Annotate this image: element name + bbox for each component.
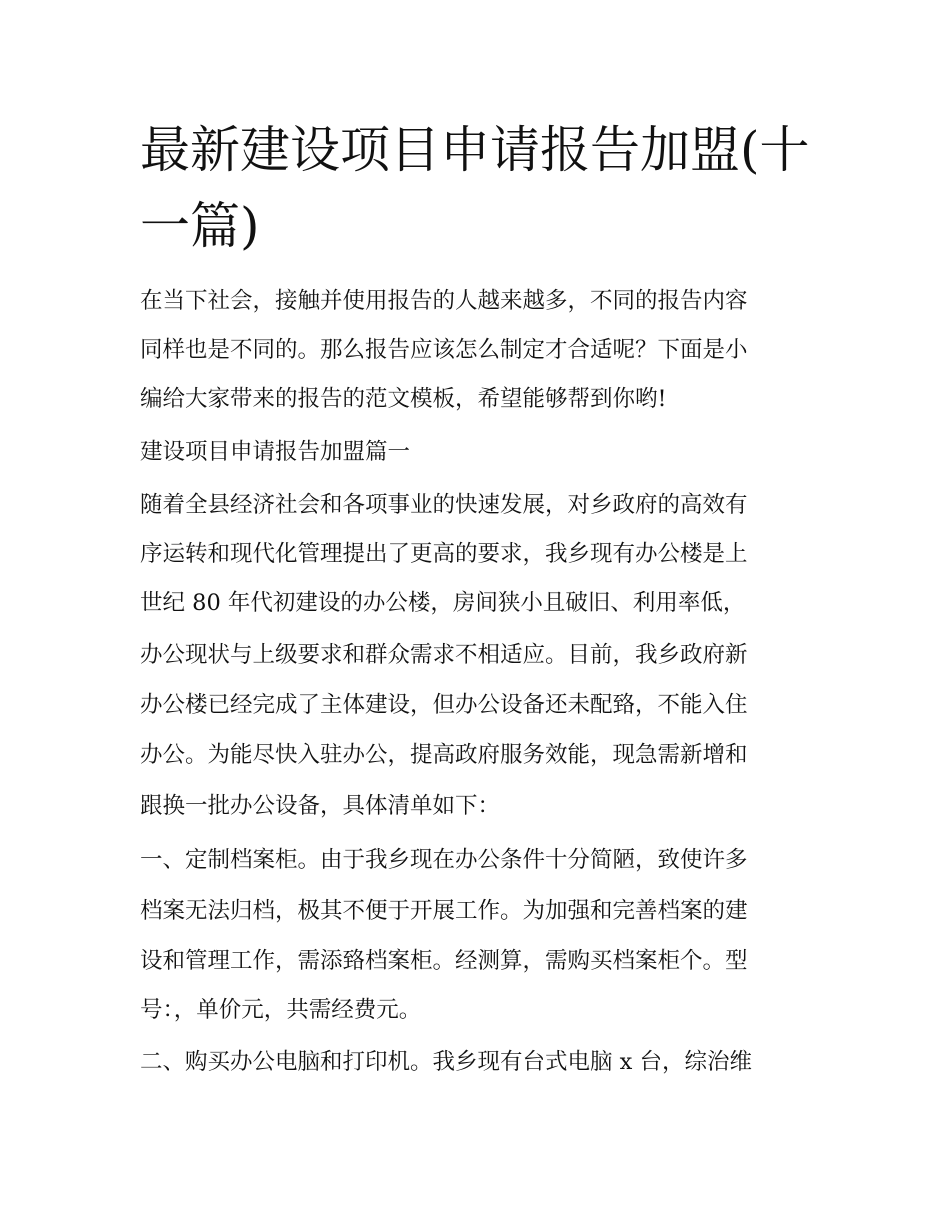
section-heading: 建设项目申请报告加盟篇一 (140, 439, 411, 465)
text-line: 二、购买办公电脑和打印机。我乡现有台式电脑 x 台，综治维 (140, 1049, 752, 1075)
document-title (140, 112, 820, 264)
text-line: 在当下社会，接触并使用报告的人越来越多，不同的报告内容 (140, 288, 748, 314)
text-line: 同样也是不同的。那么报告应该怎么制定才合适呢？下面是小 (140, 337, 748, 363)
title-line-1: 最新建设项目申请报告加盟(十 (140, 121, 810, 179)
text-line: 办公。为能尽快入驻办公，提高政府服务效能，现急需新增和 (140, 742, 748, 768)
text-line: 世纪 80 年代初建设的办公楼，房间狭小且破旧、利用率低， (140, 590, 746, 616)
title-line-2: 一篇) (140, 197, 260, 255)
text-line: 序运转和现代化管理提出了更高的要求，我乡现有办公楼是上 (140, 541, 748, 567)
text-line: 编给大家带来的报告的范文模板，希望能够帮到你哟! (140, 386, 667, 412)
text-line: 档案无法归档，极其不便于开展工作。为加强和完善档案的建 (140, 898, 748, 924)
text-line: 办公现状与上级要求和群众需求不相适应。目前，我乡政府新 (140, 642, 748, 668)
text-line: 跟换一批办公设备，具体清单如下： (140, 793, 501, 819)
text-line: 设和管理工作，需添臵档案柜。经测算，需购买档案柜个。型 (140, 948, 748, 974)
text-line: 随着全县经济社会和各项事业的快速发展，对乡政府的高效有 (140, 492, 748, 518)
text-line: 一、定制档案柜。由于我乡现在办公条件十分简陋，致使许多 (140, 847, 748, 873)
text-line: 号：，单价元，共需经费元。 (140, 997, 422, 1023)
text-line: 办公楼已经完成了主体建设，但办公设备还未配臵，不能入住 (140, 692, 748, 718)
